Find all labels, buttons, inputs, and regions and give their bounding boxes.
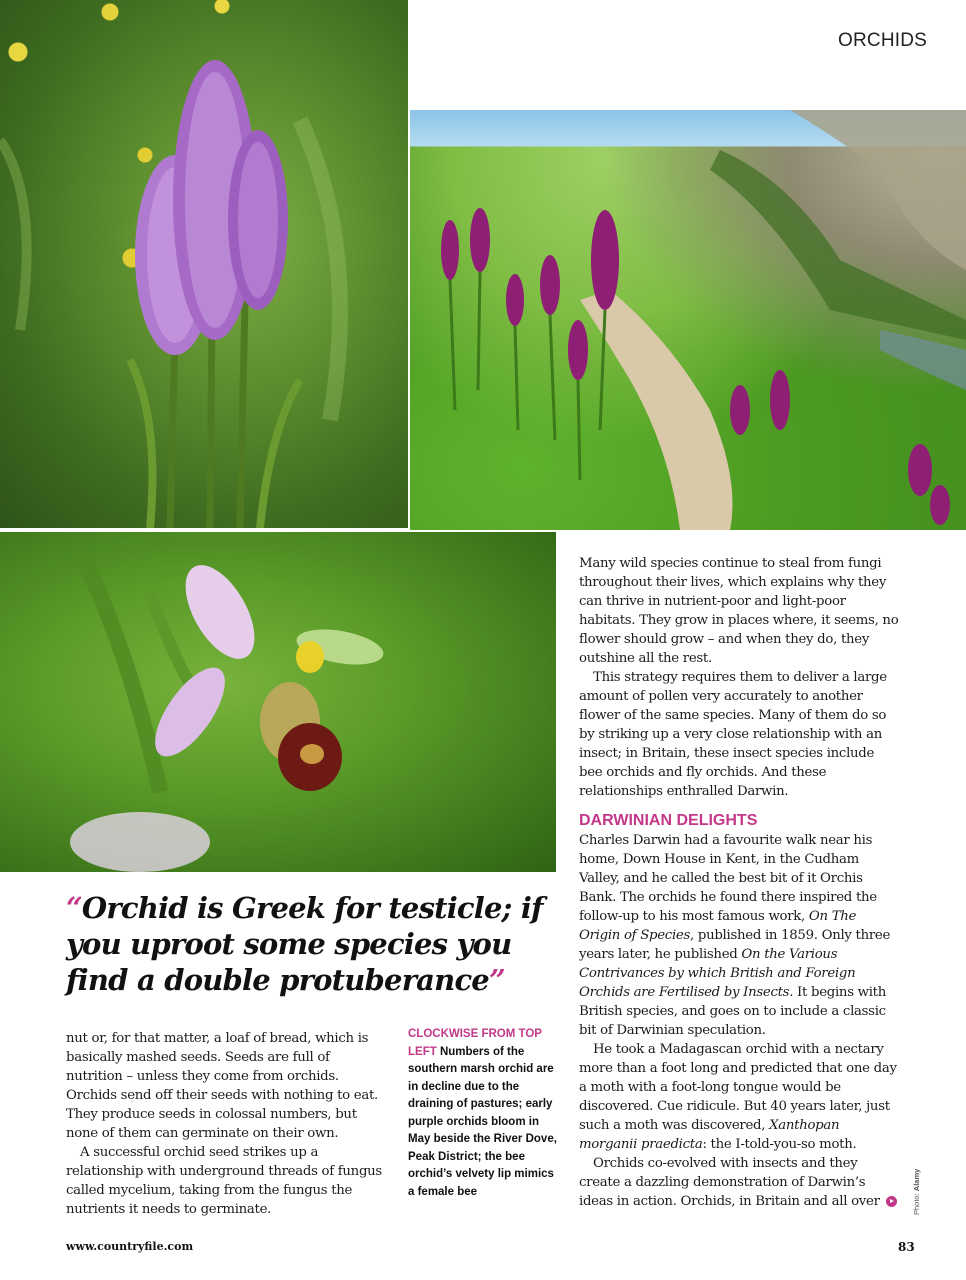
caption-text: Numbers of the southern marsh orchid are in decline due to the draining of pastures; early purple orchids bloom in May beside the River Dove, Peak District; the bee orchid’s velvety lip mimics a female bee bbox=[408, 1045, 557, 1198]
left-body-column bbox=[66, 1029, 386, 1219]
spotted-orchid-photo bbox=[0, 0, 408, 528]
photo-credit-label: Photo: bbox=[912, 1193, 921, 1215]
paragraph bbox=[579, 831, 899, 1040]
close-quote-mark: ” bbox=[488, 963, 505, 997]
text-run: Charles Darwin had a favourite walk near his home, Down House in Kent, in the Cudham Valley, and he called the best bit of it Orchis Bank. The orchids he found there inspired the follow-up to his most famous work, bbox=[579, 833, 877, 924]
photo-caption bbox=[408, 1026, 558, 1201]
continue-arrow-icon bbox=[886, 1196, 897, 1207]
text-run: . It begins with British species, and goes on to include a classic bit of Darwinian speculation. bbox=[579, 985, 886, 1038]
text-run: He took a Madagascan orchid with a nectary more than a foot long and predicted that one day a moth with a foot-long tongue would be discovered. Cue ridicule. But 40 years later, just such a moth was discovered, bbox=[579, 1042, 897, 1133]
book-title: On The Origin of Species bbox=[579, 909, 857, 943]
paragraph bbox=[579, 1154, 899, 1211]
paragraph: This strategy requires them to deliver a large amount of pollen very accurately to another flower of the same species. Many of them do so by striking up a very close relationship with an insect; in Britain, these insect species include bee orchids and fly orchids. And these relationships enthralled Darwin. bbox=[579, 670, 887, 799]
paragraph: Many wild species continue to steal from fungi throughout their lives, which explains why they can thrive in nutrient-poor and light-poor habitats. They grow in places where, it seems, no flower should grow – and when they do, they outshine all the rest. bbox=[579, 556, 899, 666]
photo-credit bbox=[912, 1169, 921, 1215]
book-title: On the Various Contrivances by which British and Foreign Orchids are Fertilised by Insects bbox=[579, 947, 856, 1000]
pull-quote-text: Orchid is Greek for testicle; if you uproot some species you find a double protuberance bbox=[66, 891, 543, 997]
caption-lead: CLOCKWISE FROM TOP LEFT bbox=[408, 1028, 542, 1058]
section-title: ORCHIDS bbox=[838, 30, 928, 51]
species-name: Xanthopan morganii praedicta bbox=[579, 1118, 840, 1152]
text-run: : the I-told-you-so moth. bbox=[702, 1137, 857, 1152]
page-number: 83 bbox=[898, 1240, 915, 1254]
paragraph bbox=[579, 1040, 899, 1154]
photo-credit-name: Alamy bbox=[912, 1168, 921, 1192]
footer-url: www.countryfile.com bbox=[66, 1240, 194, 1253]
subheading: DARWINIAN DELIGHTS bbox=[579, 812, 758, 829]
paragraph: A successful orchid seed strikes up a relationship with underground threads of fungus called mycelium, taking from the fungus the nutrients it needs to germinate. bbox=[66, 1145, 382, 1217]
right-body-column bbox=[579, 554, 899, 1211]
river-dove-photo bbox=[410, 110, 966, 530]
open-quote-mark: “ bbox=[66, 891, 82, 925]
bee-orchid-photo bbox=[0, 532, 556, 872]
text-run: , published in 1859. Only three years later, he published bbox=[579, 928, 891, 962]
pull-quote bbox=[66, 890, 546, 998]
text-run: Orchids co-evolved with insects and they create a dazzling demonstration of Darwin’s ideas in action. Orchids, in Britain and all over bbox=[579, 1156, 880, 1209]
paragraph: nut or, for that matter, a loaf of bread, which is basically mashed seeds. Seeds are full of nutrition – unless they come from orchids. Orchids send off their seeds with nothing to eat. They produce seeds in colossal numbers, but none of them can germinate on their own. bbox=[66, 1031, 378, 1141]
